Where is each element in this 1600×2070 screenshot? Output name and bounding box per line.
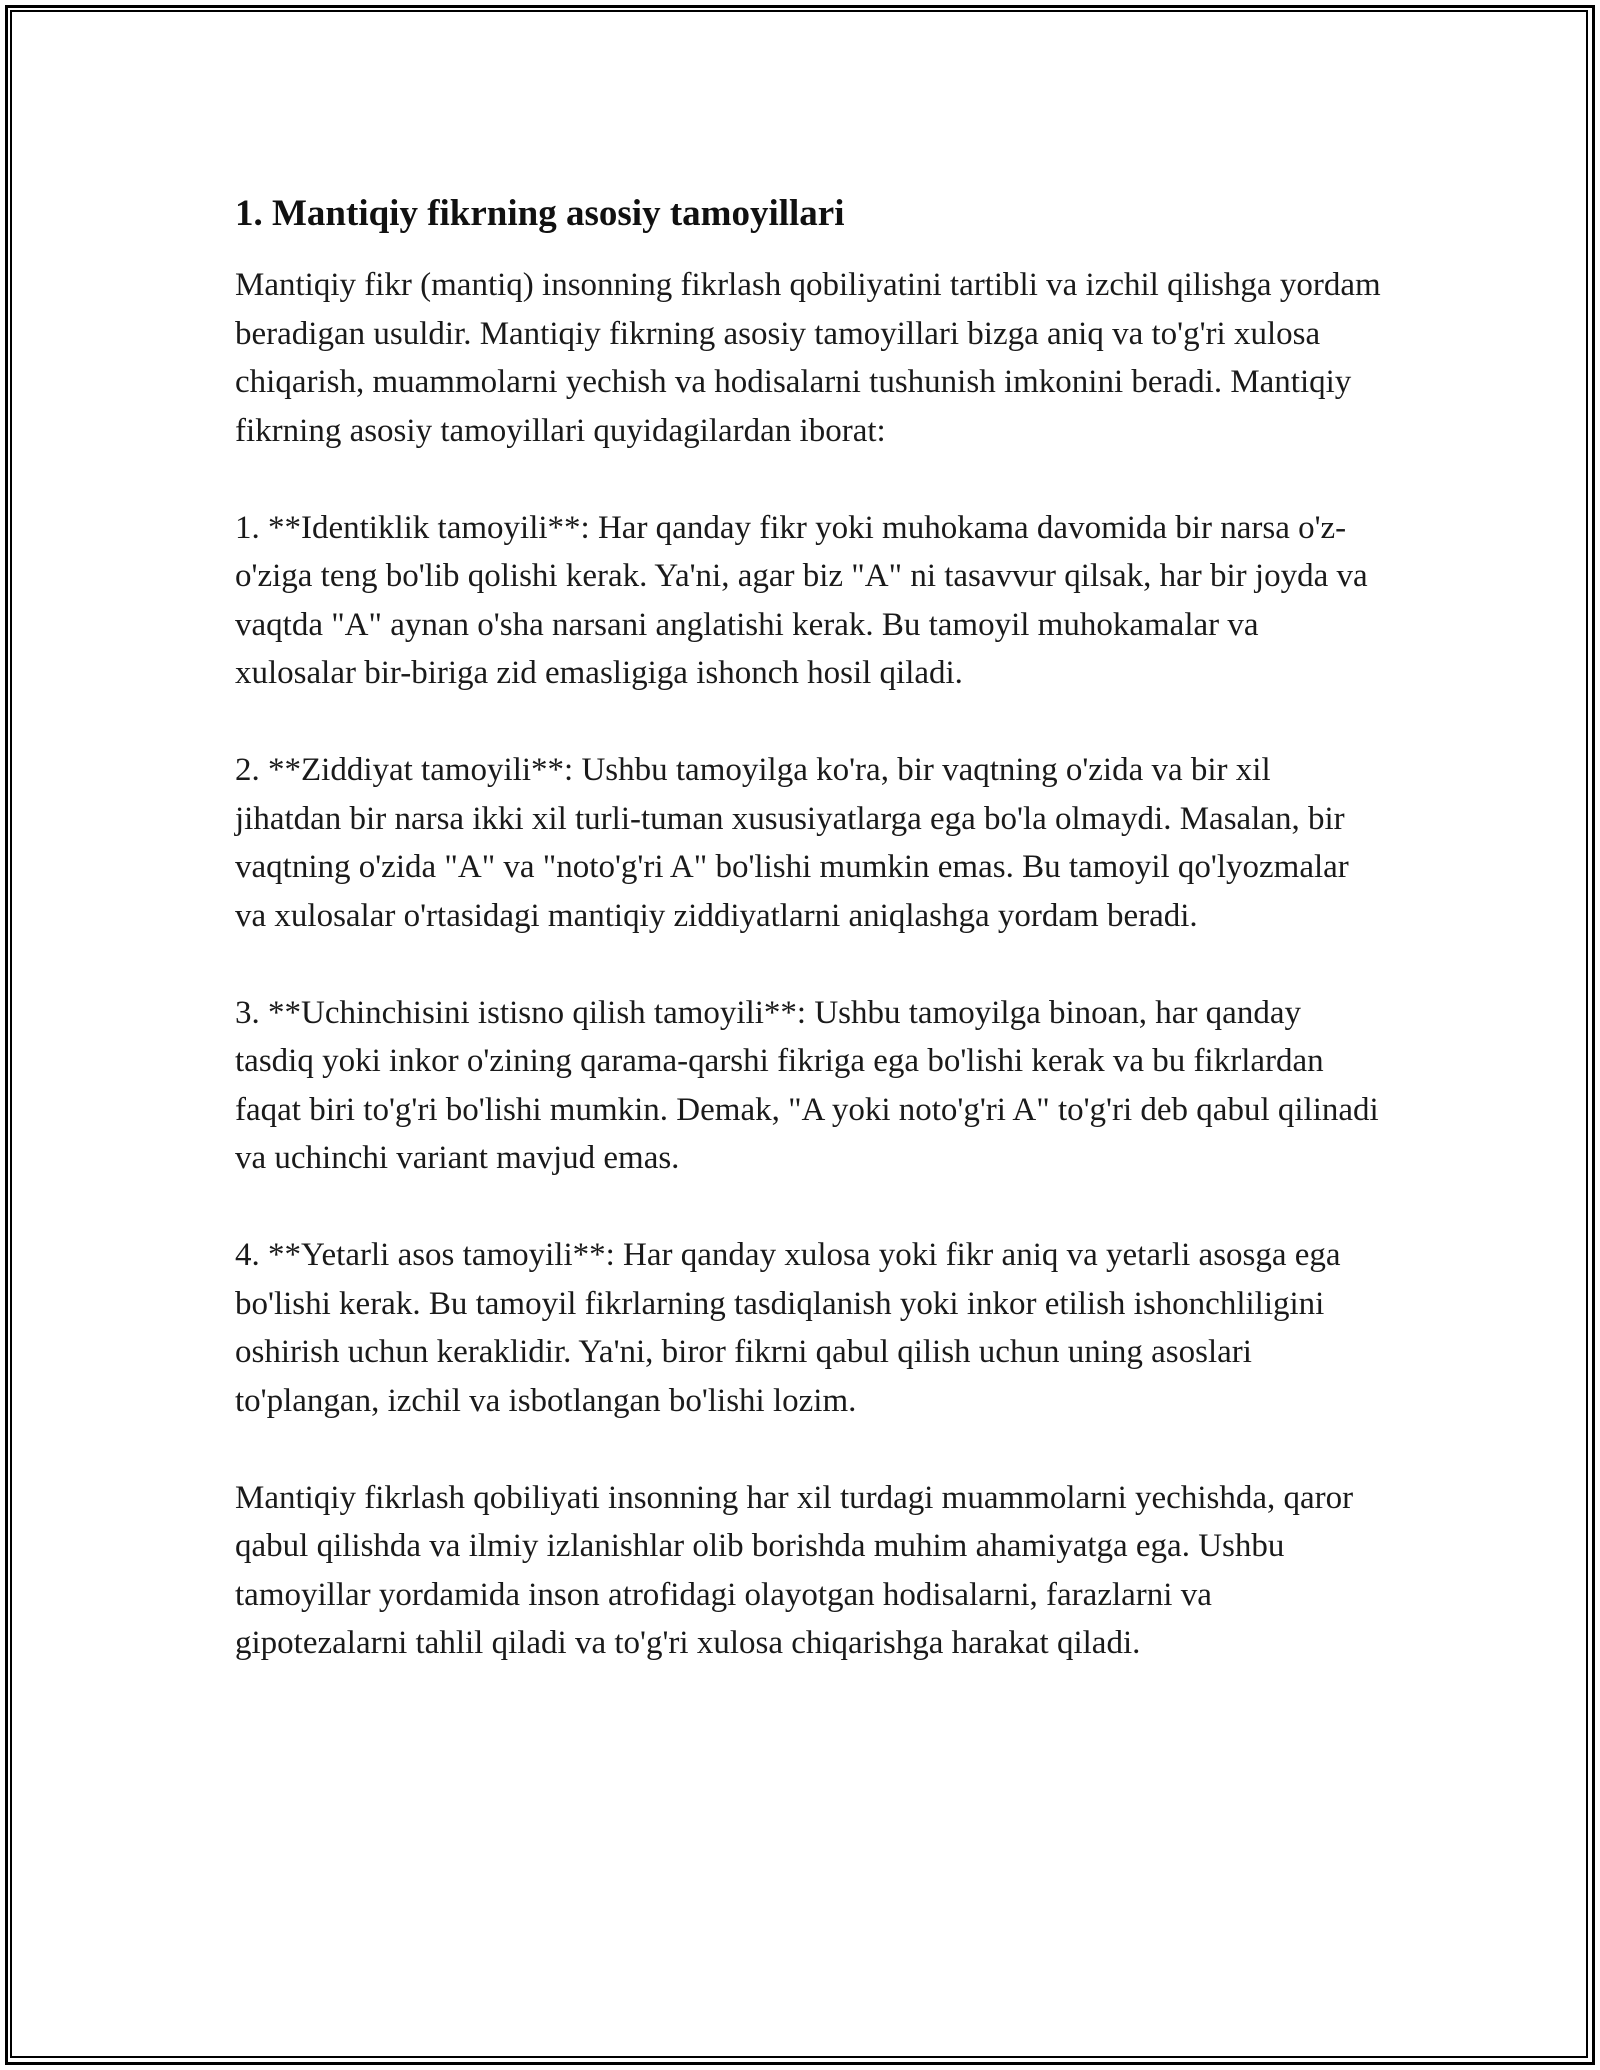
principle-sufficient-reason-paragraph: 4. **Yetarli asos tamoyili**: Har qanday xulosa yoki fikr aniq va yetarli asosga ega bo'lishi kerak. Bu tamoyil fikrlarning tasdiqlanish yoki inkor etilish ishonchliligini oshirish uchun keraklidir. Ya'ni, biror fikrni qabul qilish uchun uning asoslari to'plangan, izchil va isbotlangan bo'lishi lozim. [235,1237,1341,1419]
intro-paragraph: Mantiqiy fikr (mantiq) insonning fikrlash qobiliyatini tartibli va izchil qilishga yordam beradigan usuldir. Mantiqiy fikrning asosiy tamoyillari bizga aniq va to'g'ri xulosa chiqarish, muammolarni yechish va hodisalarni tushunish imkonini beradi. Mantiqiy fikrning asosiy tamoyillari quyidagilardan iborat: [235,267,1381,449]
principle-identity-paragraph: 1. **Identiklik tamoyili**: Har qanday fikr yoki muhokama davomida bir narsa o'z-o'ziga teng bo'lib qolishi kerak. Ya'ni, agar biz "A" ni tasavvur qilsak, har bir joyda va vaqtda "A" aynan o'sha narsani anglatishi kerak. Bu tamoyil muhokamalar va xulosalar bir-biriga zid emasligiga ishonch hosil qiladi. [235,509,1368,691]
principle-contradiction-paragraph: 2. **Ziddiyat tamoyili**: Ushbu tamoyilga ko'ra, bir vaqtning o'zida va bir xil jihatdan bir narsa ikki xil turli-tuman xususiyatlarga ega bo'la olmaydi. Masalan, bir vaqtning o'zida "A" va "noto'g'ri A" bo'lishi mumkin emas. Bu tamoyil qo'lyozmalar va xulosalar o'rtasidagi mantiqiy ziddiyatlarni aniqlashga yordam beradi. [235,752,1349,934]
document-body [235,187,1385,1716]
conclusion-paragraph: Mantiqiy fikrlash qobiliyati insonning har xil turdagi muammolarni yechishda, qaror qabul qilishda va ilmiy izlanishlar olib borishda muhim ahamiyatga ega. Ushbu tamoyillar yordamida inson atrofidagi olayotgan hodisalarni, farazlarni va gipotezalarni tahlil qiladi va to'g'ri xulosa chiqarishga harakat qiladi. [235,1479,1354,1661]
section-heading: 1. Mantiqiy fikrning asosiy tamoyillari [235,193,845,234]
principle-excluded-middle-paragraph: 3. **Uchinchisini istisno qilish tamoyili**: Ushbu tamoyilga binoan, har qanday tasdiq yoki inkor o'zining qarama-qarshi fikriga ega bo'lishi kerak va bu fikrlardan faqat biri to'g'ri bo'lishi mumkin. Demak, "A yoki noto'g'ri A" to'g'ri deb qabul qilinadi va uchinchi variant mavjud emas. [235,994,1379,1176]
